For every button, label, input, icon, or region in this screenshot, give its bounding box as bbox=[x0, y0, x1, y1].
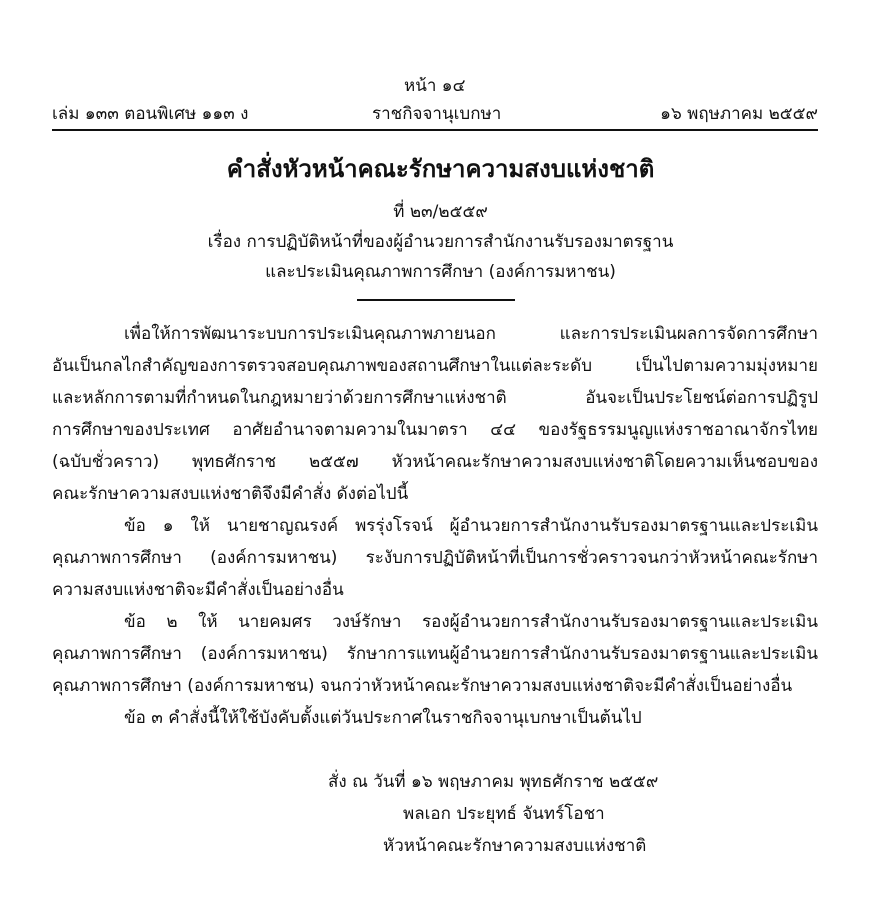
page-number: หน้า ๑๔ bbox=[404, 76, 466, 96]
preamble-line: คณะรักษาความสงบแห่งชาติจึงมีคำสั่ง ดังต่อไปนี้ bbox=[52, 484, 409, 504]
publication-date: ๑๖ พฤษภาคม ๒๕๕๙ bbox=[660, 104, 818, 124]
clause-2 bbox=[52, 612, 818, 708]
clause-line: ข้อ ๒ ให้ นายคมศร วงษ์รักษา รองผู้อำนวยการสำนักงานรับรองมาตรฐานและประเมิน bbox=[124, 612, 818, 632]
document-title: คำสั่งหัวหน้าคณะรักษาความสงบแห่งชาติ bbox=[226, 155, 655, 183]
subject-line-1: เรื่อง การปฏิบัติหน้าที่ของผู้อำนวยการสำนักงานรับรองมาตรฐาน bbox=[207, 232, 674, 252]
clause-line: คุณภาพการศึกษา (องค์การมหาชน) จนกว่าหัวหน้าคณะรักษาความสงบแห่งชาติจะมีคำสั่งเป็นอย่างอื่น bbox=[52, 676, 793, 696]
order-number: ที่ ๒๓/๒๕๕๙ bbox=[393, 202, 488, 222]
clause-1 bbox=[52, 516, 818, 612]
clause-line: ข้อ ๓ คำสั่งนี้ให้ใช้บังคับตั้งแต่วันประกาศในราชกิจจานุเบกษาเป็นต้นไป bbox=[124, 708, 642, 728]
signatory-name: พลเอก ประยุทธ์ จันทร์โอชา bbox=[403, 804, 605, 824]
preamble-line: การศึกษาของประเทศ อาศัยอำนาจตามความในมาตรา ๔๔ ของรัฐธรรมนูญแห่งราชอาณาจักรไทย bbox=[52, 420, 818, 440]
publication-name: ราชกิจจานุเบกษา bbox=[372, 104, 502, 124]
preamble-line: (ฉบับชั่วคราว) พุทธศักราช ๒๕๕๗ หัวหน้าคณะรักษาความสงบแห่งชาติโดยความเห็นชอบของ bbox=[52, 452, 818, 472]
preamble-paragraph bbox=[52, 324, 818, 516]
preamble-line: เพื่อให้การพัฒนาระบบการประเมินคุณภาพภายนอก และการประเมินผลการจัดการศึกษา bbox=[124, 324, 818, 344]
signatory-position: หัวหน้าคณะรักษาความสงบแห่งชาติ bbox=[383, 836, 647, 856]
clause-line: ข้อ ๑ ให้ นายชาญณรงค์ พรรุ่งโรจน์ ผู้อำนวยการสำนักงานรับรองมาตรฐานและประเมิน bbox=[124, 516, 818, 536]
clause-line: คุณภาพการศึกษา (องค์การมหาชน) ระงับการปฏิบัติหน้าที่เป็นการชั่วคราวจนกว่าหัวหน้าคณะรักษา bbox=[52, 548, 818, 568]
preamble-line: และหลักการตามที่กำหนดในกฎหมายว่าด้วยการศึกษาแห่งชาติ อันจะเป็นประโยชน์ต่อการปฏิรูป bbox=[52, 388, 818, 408]
preamble-line: อันเป็นกลไกสำคัญของการตรวจสอบคุณภาพของสถานศึกษาในแต่ละระดับ เป็นไปตามความมุ่งหมาย bbox=[52, 356, 818, 376]
subject-line-2: และประเมินคุณภาพการศึกษา (องค์การมหาชน) bbox=[265, 262, 616, 282]
clause-line: ความสงบแห่งชาติจะมีคำสั่งเป็นอย่างอื่น bbox=[52, 580, 344, 600]
title-divider bbox=[357, 299, 515, 301]
volume-issue: เล่ม ๑๓๓ ตอนพิเศษ ๑๑๓ ง bbox=[52, 104, 249, 124]
header-divider bbox=[52, 129, 818, 131]
clause-line: คุณภาพการศึกษา (องค์การมหาชน) รักษาการแทนผู้อำนวยการสำนักงานรับรองมาตรฐานและประเมิน bbox=[52, 644, 818, 664]
clause-3 bbox=[52, 708, 818, 740]
signature-date: สั่ง ณ วันที่ ๑๖ พฤษภาคม พุทธศักราช ๒๕๕๙ bbox=[328, 772, 659, 792]
